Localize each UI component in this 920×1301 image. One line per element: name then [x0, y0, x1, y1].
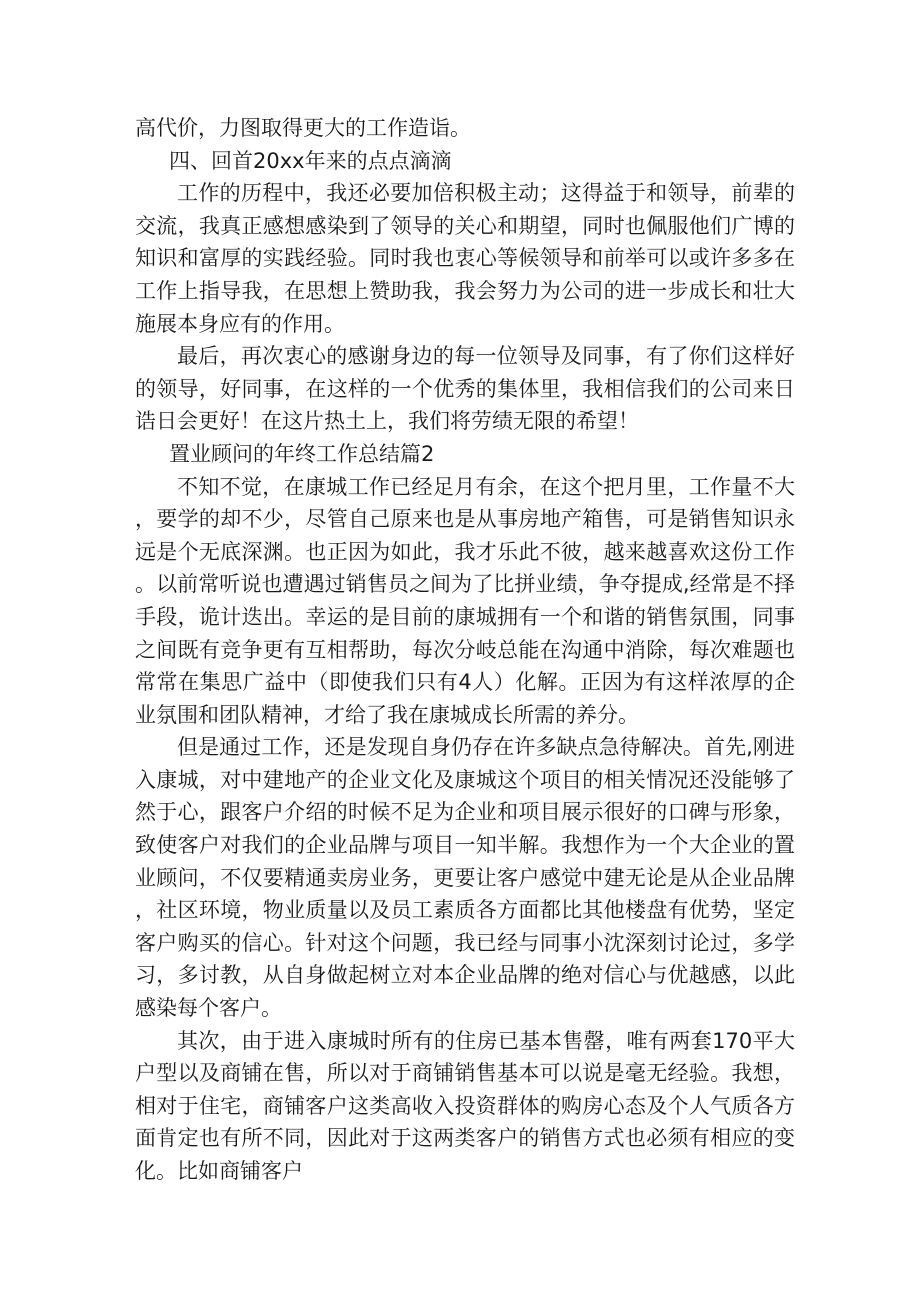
- paragraph-continuation: 高代价，力图取得更大的工作造诣。: [135, 116, 471, 140]
- document-body: [135, 112, 795, 1188]
- paragraph-unknowingly: 不知不觉，在康城工作已经足月有余，在这个把月里，工作量不大，要学的却不少，尽管自己原来也是从事房地产箱售，可是销售知识永远是个无底深渊。也正因为如此，我才乐此不彼，越来越喜欢这份工作。以前常听说也遭遇过销售员之间为了比拼业绩，争夺提成,经常是不择手段，诡计迭出。幸运的是目前的康城拥有一个和谐的销售氛围，同事之间既有竞争更有互相帮助，每次分岐总能在沟通中消除，每次难题也常常在集思广益中（即使我们只有4人）化解。正因为有这样浓厚的企业氛围和团队精神，才给了我在康城成长所需的养分。: [135, 474, 795, 727]
- article-title-2: 置业顾问的年终工作总结篇2: [169, 441, 435, 466]
- paragraph-work-process: 工作的历程中，我还必要加倍积极主动；这得益于和领导，前辈的交流，我真正感想感染到了领导的关心和期望，同时也佩服他们广博的知识和富厚的实践经验。同时我也衷心等候领导和前举可以或许多多在工作上指导我，在思想上赞助我，我会努力为公司的进一步成长和壮大施展本身应有的作用。: [135, 181, 795, 336]
- paragraph-shortcomings: 但是通过工作，还是发现自身仍存在许多缺点急待解决。首先,刚进入康城，对中建地产的企业文化及康城这个项目的相关情况还没能够了然于心，跟客户介绍的时候不足为企业和项目展示很好的口碑与形象，致使客户对我们的企业品牌与项目一知半解。我想作为一个大企业的置业顾问，不仅要精通卖房业务，更要让客户感觉中建无论是从企业品牌，社区环境，物业质量以及员工素质各方面都比其他楼盘有优势，坚定客户购买的信心。针对这个问题，我已经与同事小沈深刻讨论过，多学习，多讨教，从自身做起树立对本企业品牌的绝对信心与优越感，以此感染每个客户。: [135, 735, 795, 1021]
- paragraph-secondly: 其次，由于进入康城时所有的住房已基本售罄，唯有两套170平大户型以及商铺在售，所以对于商铺销售基本可以说是毫无经验。我想，相对于住宅，商铺客户这类高收入投资群体的购房心态及个人气质各方面肯定也有所不同，因此对于这两类客户的销售方式也必须有相应的变化。比如商铺客户: [135, 1028, 795, 1183]
- paragraph-thanks: 最后，再次衷心的感谢身边的每一位领导及同事，有了你们这样好的领导，好同事，在这样的一个优秀的集体里，我相信我们的公司来日诰日会更好！在这片热土上，我们将劳绩无限的希望！: [135, 344, 795, 434]
- section-heading-four: 四、回首20xx年来的点点滴滴: [169, 148, 452, 173]
